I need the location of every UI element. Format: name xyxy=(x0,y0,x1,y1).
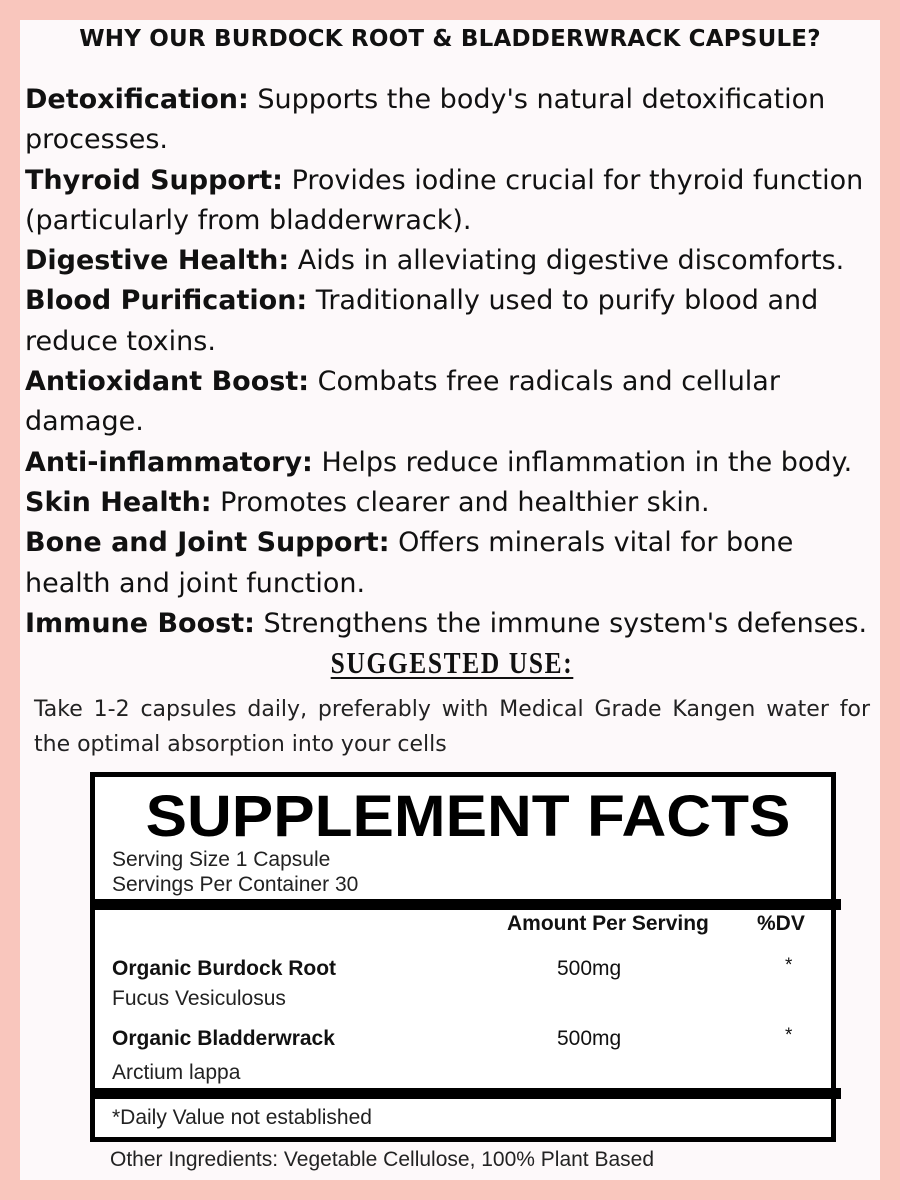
benefit-item xyxy=(25,523,885,604)
servings-per-container: Servings Per Container 30 xyxy=(112,873,359,896)
benefit-text: Helps reduce inflammation in the body. xyxy=(312,446,853,478)
benefit-text: Offers minerals vital for bone health and joint function. xyxy=(25,527,794,599)
benefit-label: Skin Health: xyxy=(25,486,212,518)
benefit-text: Aids in alleviating digestive discomforts. xyxy=(289,245,845,277)
suggested-use-heading xyxy=(81,645,822,681)
ingredient-subname: Arctium lappa xyxy=(112,1061,241,1084)
benefit-item xyxy=(25,443,885,483)
benefit-label: Detoxification: xyxy=(25,84,249,115)
benefit-label: Thyroid Support: xyxy=(25,164,283,196)
benefit-text: Provides iodine crucial for thyroid function (particularly from bladderwrack). xyxy=(25,164,864,236)
benefits-list xyxy=(25,80,885,644)
benefit-item xyxy=(25,281,885,362)
benefit-label: Digestive Health: xyxy=(25,245,290,277)
benefit-item xyxy=(25,161,885,242)
benefit-item xyxy=(25,241,885,281)
benefit-label: Anti-inflammatory: xyxy=(25,446,313,478)
ingredient-amount: 500mg xyxy=(557,1027,622,1050)
benefit-label: Bone and Joint Support: xyxy=(25,527,390,559)
benefit-label: Blood Purification: xyxy=(25,285,308,317)
benefit-label: Immune Boost: xyxy=(25,607,255,639)
benefit-item xyxy=(25,604,885,644)
benefit-text: Traditionally used to purify blood and reduce toxins. xyxy=(25,285,819,357)
benefit-item xyxy=(25,483,885,523)
benefit-item xyxy=(25,80,885,161)
supplement-facts-title: SUPPLEMENT FACTS xyxy=(145,784,791,849)
benefit-text: Combats free radicals and cellular damage. xyxy=(25,366,780,438)
benefit-text: Strengthens the immune system's defenses. xyxy=(254,607,868,639)
ingredient-amount: 500mg xyxy=(557,957,622,980)
suggested-use-heading-text: SUGGESTED USE: xyxy=(330,645,574,680)
divider-bar xyxy=(95,1088,841,1099)
suggested-use-text: Take 1-2 capsules daily, preferably with Medical Grade Kangen water for the optimal absorption into your cells xyxy=(34,697,870,757)
ingredient-name: Organic Bladderwrack xyxy=(112,1027,335,1050)
dv-header: %DV xyxy=(757,912,805,935)
daily-value-note: *Daily Value not established xyxy=(112,1106,372,1129)
benefit-item xyxy=(25,362,885,443)
benefit-text: Supports the body's natural detoxification processes. xyxy=(25,84,826,156)
ingredient-dv: * xyxy=(785,955,793,976)
divider-bar xyxy=(95,899,841,910)
benefit-text: Promotes clearer and healthier skin. xyxy=(211,486,710,518)
supplement-facts-panel xyxy=(90,772,836,1142)
amount-per-serving-header: Amount Per Serving xyxy=(507,912,709,935)
benefit-label: Antioxidant Boost: xyxy=(25,366,310,398)
other-ingredients: Other Ingredients: Vegetable Cellulose, 100% Plant Based xyxy=(110,1148,655,1171)
serving-size: Serving Size 1 Capsule xyxy=(112,848,331,871)
ingredient-subname: Fucus Vesiculosus xyxy=(112,987,286,1010)
ingredient-dv: * xyxy=(785,1025,793,1046)
ingredient-name: Organic Burdock Root xyxy=(112,957,337,980)
serving-info xyxy=(112,847,358,897)
page-title: WHY OUR BURDOCK ROOT & BLADDERWRACK CAPSULE? xyxy=(79,26,821,52)
